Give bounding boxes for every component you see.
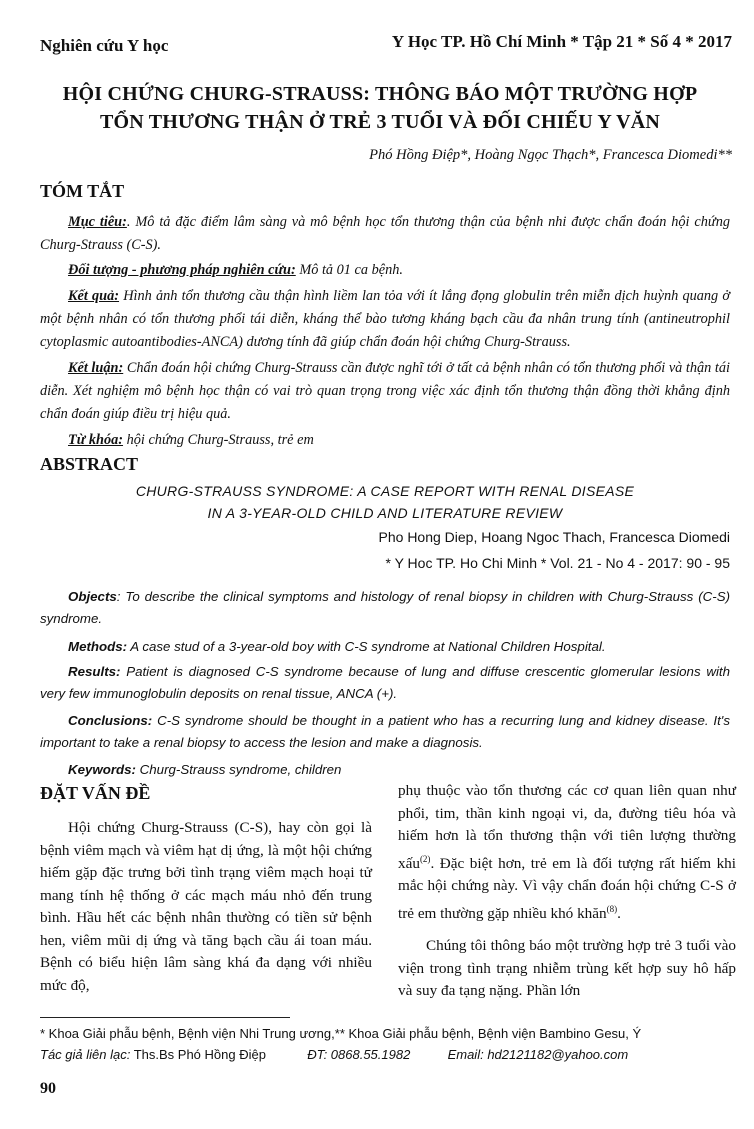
methods-text: A case stud of a 3-year-old boy with C-S syndrome at National Children Hospital. [127,639,606,654]
results-text: Hình ảnh tổn thương cầu thận hình liềm lan tỏa với ít lắng đọng globulin trên miễn dịch huỳnh quang ở một bệnh nhân có tổn thương phổi tái diễn, kháng thể bào tương kháng bạch cầu đa nhân trung tính (antineutrophil cytoplasmic autoantibodies-ANCA) dương tính đã giúp chẩn đoán hội chứng Churg-Strauss. [40,288,730,350]
article-title-line-1: HỘI CHỨNG CHURG-STRAUSS: THÔNG BÁO MỘT TRƯỜNG HỢP [62,83,698,105]
contact-name: Ths.Bs Phó Hồng Điệp [130,1047,266,1062]
intro-p1-end: . [617,904,621,922]
footnote-contact [40,1045,740,1065]
abstract-results [40,661,730,705]
intro-paragraph-1-cont [398,780,736,925]
intro-paragraph-1: Hội chứng Churg-Strauss (C-S), hay còn gọi là bệnh viêm mạch và viêm hạt dị ứng, là một hội chứng hiếm gặp đặc trưng bởi tình trạng viêm mạch hoại tử mang tính hệ thống ở các mạch máu nhỏ đến trung bình. Hầu hết các bệnh nhân thường có tiền sử bệnh hen, viêm mũi dị ứng và tăng bạch cầu ái toan máu. Bệnh có biểu hiện lâm sàng khá đa dạng với nhiều mức độ, [40,819,372,994]
intro-right-column [398,780,736,1003]
conclusion-text: Chẩn đoán hội chứng Churg-Strauss cần được nghĩ tới ở tất cả bệnh nhân có tổn thương phổi và thận tái diễn. Xét nghiệm mô bệnh học thận có vai trò quan trọng trong việc xác định tổn thương thận đồng thời khẳng định chẩn đoán giúp điều trị hiệu quả. [40,360,730,422]
summary-conclusion [40,357,730,426]
page-number: 90 [40,1080,56,1097]
contact-label: Tác giả liên lạc: [40,1047,131,1062]
phone-label: ĐT: [307,1047,328,1062]
citation-ref-2[interactable]: (2) [419,853,431,864]
keywords-label: Từ khóa: [68,432,124,448]
abstract-citation: * Y Hoc TP. Ho Chi Minh * Vol. 21 - No 4 - 2017: 90 - 95 [385,555,730,571]
summary-keywords [40,429,730,452]
results-text-en: Patient is diagnosed C-S syndrome because of lung and diffuse crescentic glomerular lesions with very few immunoglobulin deposits on renal tissue, ANCA (+). [40,664,730,701]
intro-left-column [40,817,372,997]
conclusions-text: C-S syndrome should be thought in a patient who has a recurring lung and kidney disease. It's important to take a renal biopsy to access the lesion and make a diagnosis. [40,713,730,750]
conclusions-label: Conclusions: [68,713,153,728]
email-label: Email: [447,1047,484,1062]
objective-text: . Mô tả đặc điểm lâm sàng và mô bệnh học tổn thương thận của bệnh nhi được chẩn đoán hội chứng Churg-Strauss (C-S). [40,214,730,253]
summary-objective [40,211,730,257]
subjects-text: Mô tả 01 ca bệnh. [295,262,403,278]
abstract-objects [40,586,730,630]
results-label-en: Results: [68,664,121,679]
abstract-methods [40,636,730,658]
results-label: Kết quả: [68,288,120,304]
email-address[interactable]: hd2121182@yahoo.com [483,1047,629,1062]
intro-p1-text: phụ thuộc vào tổn thương các cơ quan liên quan như phổi, tim, thần kinh ngoại vi, da, đường tiêu hóa và hiếm hơn là tổn thương thận với tiên lượng thường xấu [398,782,736,872]
methods-label: Methods: [68,639,128,654]
running-header-left: Nghiên cứu Y học [40,36,169,55]
footnote-affiliations: * Khoa Giải phẫu bệnh, Bệnh viện Nhi Trung ương,** Khoa Giải phẫu bệnh, Bệnh viện Bambino Gesu, Ý [40,1026,642,1041]
abstract-authors: Pho Hong Diep, Hoang Ngoc Thach, Francesca Diomedi [378,529,730,545]
keywords-label-en: Keywords: [68,762,136,777]
introduction-heading: ĐẶT VẤN ĐỀ [40,783,151,803]
summary-results [40,285,730,354]
summary-subjects [40,259,730,282]
abstract-heading: ABSTRACT [40,454,139,474]
article-title-line-2: TỔN THƯƠNG THẬN Ở TRẺ 3 TUỔI VÀ ĐỐI CHIẾU Y VĂN [99,111,661,133]
footnote-divider [40,1017,290,1018]
summary-heading: TÓM TẮT [40,181,125,201]
keywords-text-en: Churg-Strauss syndrome, children [135,762,342,777]
keywords-text: hội chứng Churg-Strauss, trẻ em [123,432,314,448]
abstract-title-line-2: IN A 3-YEAR-OLD CHILD AND LITERATURE REVIEW [207,505,563,521]
subjects-label: Đối tượng - phương pháp nghiên cứu: [68,262,296,278]
running-header-right: Y Học TP. Hồ Chí Minh * Tập 21 * Số 4 * 2017 [391,32,732,51]
abstract-keywords [40,759,730,781]
abstract-conclusions [40,710,730,754]
objects-text: : To describe the clinical symptoms and histology of renal biopsy in children with Churg-Strauss (C-S) syndrome. [40,589,730,626]
phone-number: 0868.55.1982 [327,1047,411,1062]
objects-label: Objects [68,589,117,604]
intro-paragraph-2: Chúng tôi thông báo một trường hợp trẻ 3 tuổi vào viện trong tình trạng nhiễm trùng kết hợp suy hô hấp và suy đa tạng nặng. Phần lớn [398,937,736,1000]
abstract-title-line-1: CHURG-STRAUSS SYNDROME: A CASE REPORT WITH RENAL DISEASE [135,483,635,499]
objective-label: Mục tiêu: [68,214,127,230]
intro-p1-cont: . Đặc biệt hơn, trẻ em là đối tượng rất hiếm khi mắc hội chứng này. Vì vậy chẩn đoán hội chứng C-S ở trẻ em thường gặp nhiều khó khăn [398,854,736,922]
conclusion-label: Kết luận: [68,360,124,376]
citation-ref-8[interactable]: (8) [606,903,618,914]
author-list: Phó Hồng Điệp*, Hoàng Ngọc Thạch*, Francesca Diomedi** [369,147,732,163]
